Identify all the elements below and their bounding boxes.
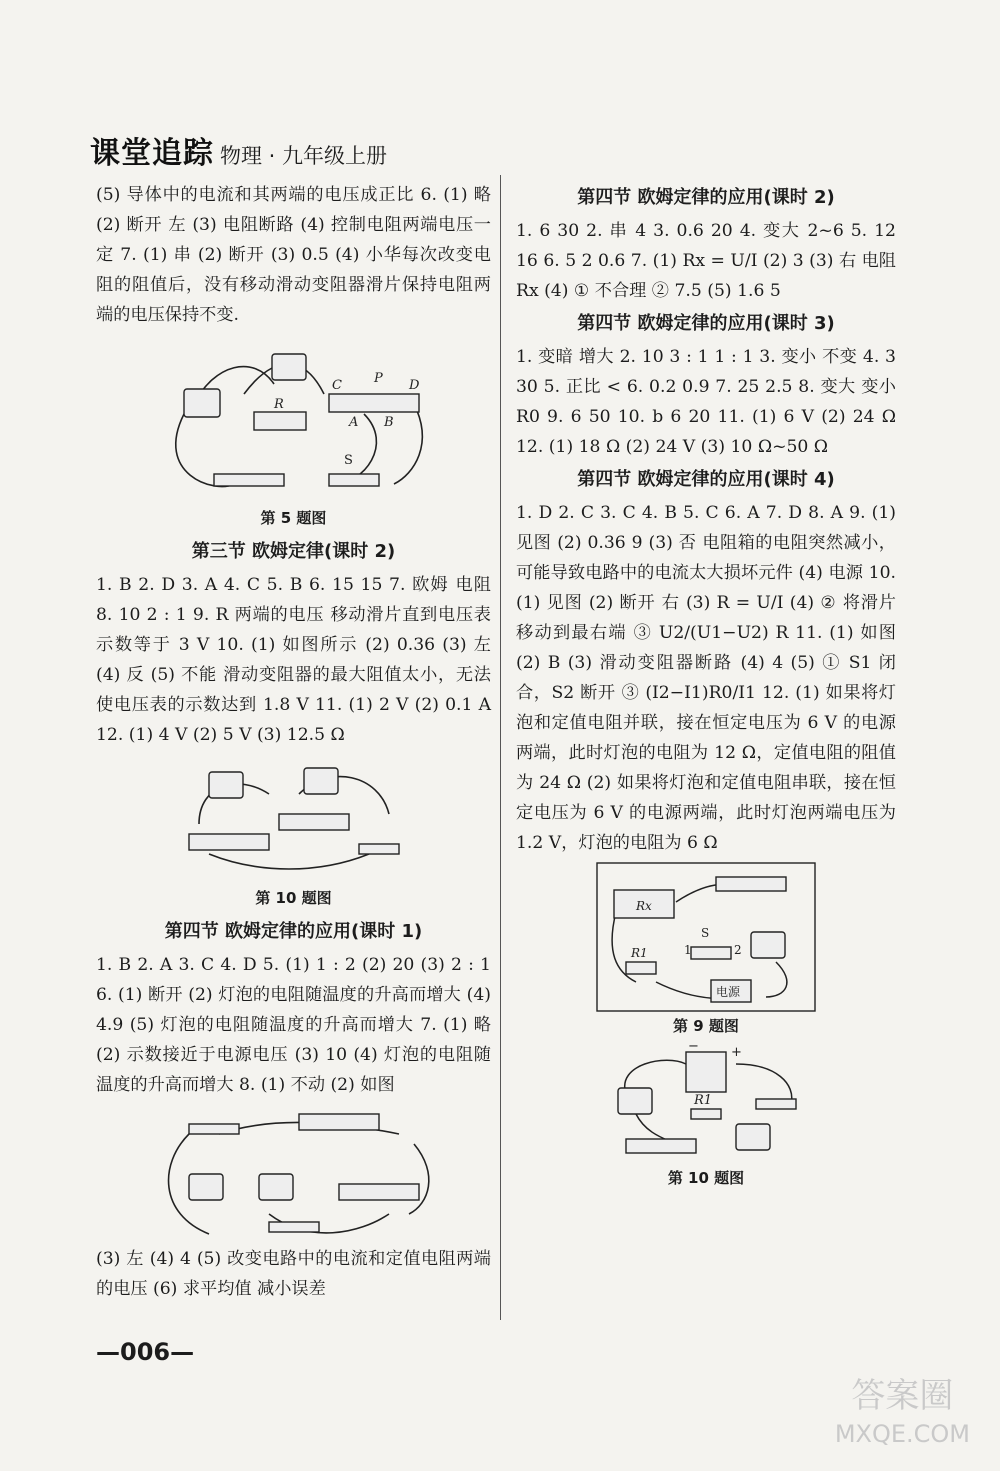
watermark-url: MXQE.COM (834, 1420, 970, 1448)
label-R1: R1 (631, 946, 648, 960)
page-header (90, 128, 387, 172)
figure-10-caption: 第 10 题图 (255, 889, 332, 907)
site-watermark (835, 1377, 970, 1453)
figure-10b-circuit (606, 1044, 806, 1164)
answer-paragraph: (5) 导体中的电流和其两端的电压成正比 6. (1) 略 (2) 断开 左 (3) 电阻断路 (4) 控制电阻两端电压一定 7. (1) 串 (2) 断开 (3) 0.5 (4) 小华每次改变电阻的阻值后，没有移动滑动变阻器滑片保持电阻两端的电压保持不变. (96, 185, 491, 325)
answer-paragraph: 1. 变暗 增大 2. 10 3 : 1 1 : 1 3. 变小 不变 4. 3 30 5. 正比 < 6. 0.2 0.9 7. 25 2.5 8. 变大 变小 R0 9. 6 50 10. b 6 20 11. (1) 6 V (2) 24 Ω 12. (1) 18 Ω (2) 24 V (3) 10 Ω~50 Ω (516, 347, 896, 457)
section-title: 第四节 欧姆定律的应用(课时 2) (577, 187, 835, 208)
figure-9-circuit (596, 862, 816, 1012)
left-column (96, 180, 491, 1304)
figure-10b-caption: 第 10 题图 (667, 1169, 745, 1187)
label-2: 2 (734, 943, 742, 957)
section-title: 第三节 欧姆定律(课时 2) (191, 541, 396, 562)
label-plus: + (731, 1045, 742, 1060)
label-P: P (373, 371, 383, 386)
label-S: S (701, 926, 710, 940)
brand-logo: 课堂追踪 (90, 136, 214, 171)
right-column (516, 180, 896, 1196)
figure-5-caption: 第 5 题图 (260, 509, 327, 527)
subject-title: 物理 · 九年级上册 (220, 144, 388, 168)
answer-paragraph: (3) 左 (4) 4 (5) 改变电路中的电流和定值电阻两端的电压 (6) 求平均值 减小误差 (96, 1249, 491, 1299)
label-Rx: Rx (636, 899, 652, 913)
label-1: 1 (684, 943, 692, 957)
label-C: C (331, 378, 342, 393)
figure-10-circuit (179, 754, 409, 884)
section-title: 第四节 欧姆定律的应用(课时 3) (577, 313, 835, 334)
section-title: 第四节 欧姆定律的应用(课时 4) (577, 469, 835, 490)
answer-paragraph: 1. B 2. A 3. C 4. D 5. (1) 1 : 2 (2) 20 (3) 2 : 1 6. (1) 断开 (2) 灯泡的电阻随温度的升高而增大 (4) 4.9 (5) 灯泡的电阻随温度的升高而增大 7. (1) 略 (2) 示数接近于电源电压 (3) 10 (4) 灯泡的电阻随温度的升高而增大 8. (1) 不动 (2) 如图 (96, 955, 491, 1095)
section-title: 第四节 欧姆定律的应用(课时 1) (164, 921, 423, 942)
figure-8-circuit (149, 1104, 439, 1244)
page-number: —006— (96, 1338, 195, 1366)
label-B: B (383, 415, 394, 430)
answer-paragraph: 1. D 2. C 3. C 4. B 5. C 6. A 7. D 8. A 9. (1) 见图 (2) 0.36 9 (3) 否 电阻箱的电阻突然减小，可能导致电路中的电流太大损坏元件 (4) 电源 10. (1) 见图 (2) 断开 右 (3) R = U/I (4) ② 将滑片移动到最右端 ③ U2/(U1−U2) R 11. (1) 如图 (2) B (3) 滑动变阻器断路 (4) 4 (5) ① S1 闭合，S2 断开 ③ (I2−I1)R0/I1 12. (1) 如果将灯泡和定值电阻并联，接在恒定电压为 6 V 的电源两端，此时灯泡的电阻为 12 Ω，定值电阻的阻值为 24 Ω (2) 如果将灯泡和定值电阻串联，接在恒定电压为 6 V 的电源两端，此时灯泡两端电压为 1.2 V，灯泡的电阻为 6 Ω (516, 503, 896, 853)
figure-5-circuit (154, 334, 434, 504)
label-R1: R1 (694, 1093, 713, 1108)
label-A: A (348, 415, 358, 430)
answer-paragraph: 1. 6 30 2. 串 4 3. 0.6 20 4. 变大 2~6 5. 12 16 6. 5 2 0.6 7. (1) Rx = U/I (2) 3 (3) 右 电阻 Rx (4) ① 不合理 ② 7.5 (5) 1.6 5 (516, 221, 896, 301)
figure-9-caption: 第 9 题图 (673, 1017, 739, 1035)
label-R: R (273, 397, 284, 412)
label-S: S (343, 453, 353, 468)
answer-paragraph: 1. B 2. D 3. A 4. C 5. B 6. 15 15 7. 欧姆 电阻 8. 10 2 : 1 9. R 两端的电压 移动滑片直到电压表示数等于 3 V 10. (1) 如图所示 (2) 0.36 (3) 左 (4) 反 (5) 不能 滑动变阻器的最大阻值太小，无法使电压表的示数达到 1.8 V 11. (1) 2 V (2) 0.1 A 12. (1) 4 V (2) 5 V (3) 12.5 Ω (96, 575, 491, 745)
label-minus: − (688, 1044, 699, 1054)
label-power-source: 电源 (716, 985, 741, 999)
label-D: D (408, 378, 419, 393)
column-divider (500, 175, 501, 1320)
watermark-text: 答案圈 (851, 1376, 954, 1416)
